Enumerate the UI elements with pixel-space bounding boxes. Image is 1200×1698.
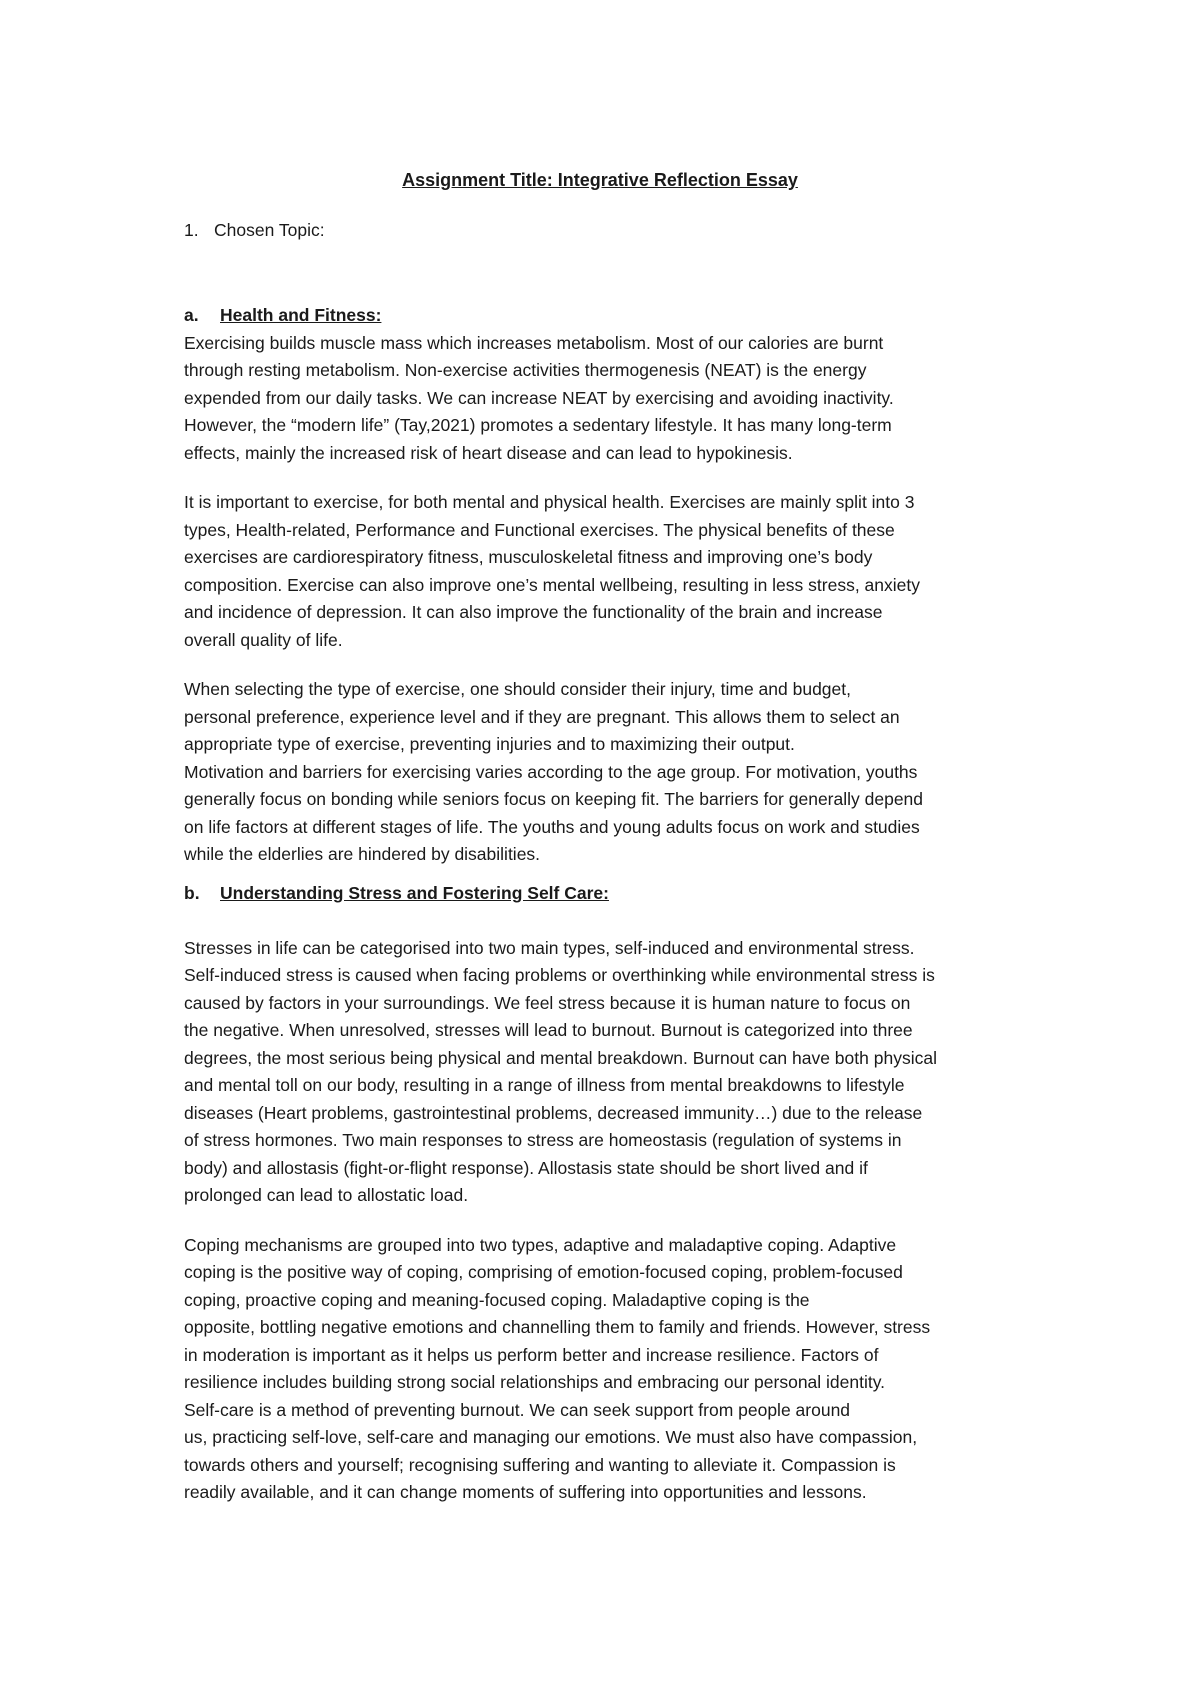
section-a-paragraph-2: It is important to exercise, for both mental and physical health. Exercises are mainly split into 3 types, Health-related, Performance and Functional exercises. The physical benefits of these exercises are cardiorespiratory fitness, musculoskeletal fitness and improving one’s body composition. Exercise can also improve one’s mental wellbeing, resulting in less stress, anxiety and incidence of depression. It can also improve the functionality of the brain and increase overall quality of life. (184, 492, 920, 650)
page-title: Assignment Title: Integrative Reflection Essay (402, 170, 798, 190)
section-health-fitness (184, 302, 1064, 869)
item-number: 1. (184, 220, 199, 240)
section-a-heading (184, 302, 1064, 330)
item-label: Chosen Topic: (214, 220, 325, 240)
section-b-paragraph-1: Stresses in life can be categorised into two main types, self-induced and environmental stress. Self-induced stress is caused when facing problems or overthinking while environmental stress is caused by factors in your surroundings. We feel stress because it is human nature to focus on the negative. When unresolved, stresses will lead to burnout. Burnout is categorized into three degrees, the most serious being physical and mental breakdown. Burnout can have both physical and mental toll on our body, resulting in a range of illness from mental breakdowns to lifestyle diseases (Heart problems, gastrointestinal problems, decreased immunity…) due to the release of stress hormones. Two main responses to stress are homeostasis (regulation of systems in body) and allostasis (fight-or-flight response). Allostasis state should be short lived and if prolonged can lead to allostatic load. (184, 937, 937, 1205)
section-b-heading (184, 880, 1064, 908)
section-a-letter: a. (184, 305, 199, 325)
section-a-title: Health and Fitness: (220, 305, 382, 325)
section-stress-self-care (184, 880, 1064, 1507)
chosen-topic-item (184, 220, 325, 241)
section-a-paragraph-3: When selecting the type of exercise, one should consider their injury, time and budget, personal preference, experience level and if they are pregnant. This allows them to select an appropriate type of exercise, preventing injuries and to maximizing their output. Motivation and barriers for exercising varies according to the age group. For motivation, youths generally focus on bonding while seniors focus on keeping fit. The barriers for generally depend on life factors at different stages of life. The youths and young adults focus on work and studies while the elderlies are hindered by disabilities. (184, 679, 924, 864)
section-a-paragraph-1: Exercising builds muscle mass which increases metabolism. Most of our calories are burnt through resting metabolism. Non-exercise activities thermogenesis (NEAT) is the energy expended from our daily tasks. We can increase NEAT by exercising and avoiding inactivity. However, the “modern life” (Tay,2021) promotes a sedentary lifestyle. It has many long-term effects, mainly the increased risk of heart disease and can lead to hypokinesis. (184, 332, 894, 463)
section-b-letter: b. (184, 883, 200, 903)
section-b-paragraph-2: Coping mechanisms are grouped into two types, adaptive and maladaptive coping. Adaptive coping is the positive way of coping, comprising of emotion-focused coping, problem-focused coping, proactive coping and meaning-focused coping. Maladaptive coping is the opposite, bottling negative emotions and channelling them to family and friends. However, stress in moderation is important as it helps us perform better and increase resilience. Factors of resilience includes building strong social relationships and embracing our personal identity. Self-care is a method of preventing burnout. We can seek support from people around us, practicing self-love, self-care and managing our emotions. We must also have compassion, towards others and yourself; recognising suffering and wanting to alleviate it. Compassion is readily available, and it can change moments of suffering into opportunities and lessons. (184, 1234, 931, 1502)
section-b-title: Understanding Stress and Fostering Self Care: (220, 883, 609, 903)
